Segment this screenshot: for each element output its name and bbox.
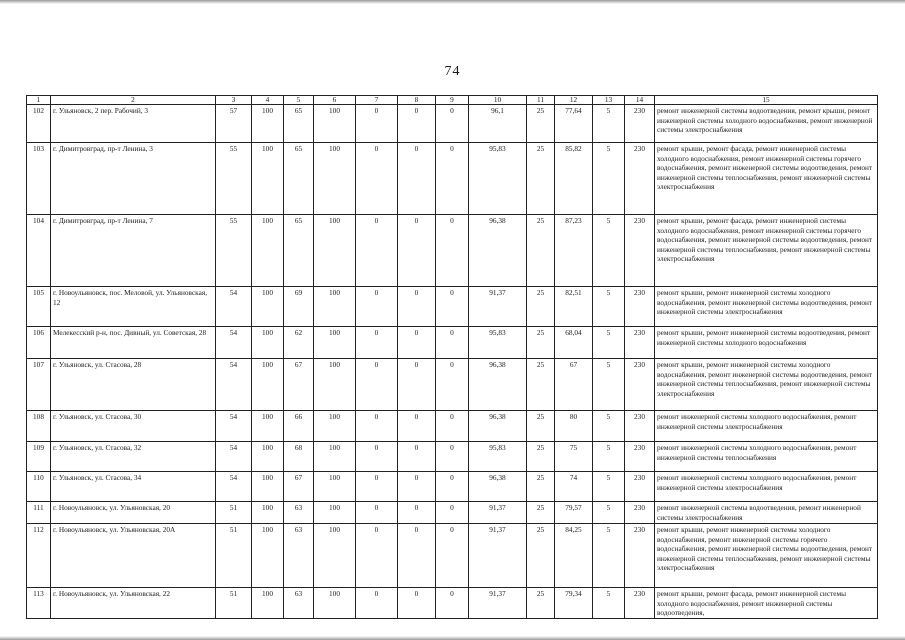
col-10: 96,1: [469, 105, 527, 143]
header-cell-15: 15: [655, 96, 878, 105]
col-8: 0: [398, 215, 436, 287]
col-5: 67: [284, 359, 314, 411]
col-13: 5: [593, 143, 625, 215]
header-cell-6: 6: [314, 96, 356, 105]
header-cell-9: 9: [436, 96, 469, 105]
col-6: 100: [314, 327, 356, 359]
header-cell-13: 13: [593, 96, 625, 105]
works-list: ремонт крыши, ремонт инженерной системы холодного водоснабжения, ремонт инженерной системы водоотведения, ремонт инженерной системы теплоснабжения, ремонт инженерной системы электроснабжения: [655, 359, 878, 411]
header-cell-10: 10: [469, 96, 527, 105]
col-7: 0: [356, 502, 398, 524]
table-row: [27, 143, 878, 215]
col-3: 55: [216, 143, 252, 215]
col-13: 5: [593, 287, 625, 327]
col-10: 96,38: [469, 359, 527, 411]
col-4: 100: [252, 215, 284, 287]
header-cell-7: 7: [356, 96, 398, 105]
header-cell-4: 4: [252, 96, 284, 105]
col-8: 0: [398, 588, 436, 619]
col-4: 100: [252, 442, 284, 472]
col-5: 68: [284, 442, 314, 472]
works-list: ремонт инженерной системы холодного водоснабжения, ремонт инженерной системы электроснабжения: [655, 472, 878, 502]
table-row: [27, 442, 878, 472]
col-4: 100: [252, 502, 284, 524]
table-row: [27, 327, 878, 359]
row-number: 106: [27, 327, 51, 359]
col-5: 65: [284, 143, 314, 215]
col-13: 5: [593, 411, 625, 442]
col-14: 230: [625, 105, 655, 143]
scan-edge-bottom: [0, 636, 905, 640]
row-number: 105: [27, 287, 51, 327]
col-10: 96,38: [469, 215, 527, 287]
col-12: 79,34: [555, 588, 593, 619]
col-12: 82,51: [555, 287, 593, 327]
row-number: 109: [27, 442, 51, 472]
scan-edge-top: [0, 0, 905, 4]
col-9: 0: [436, 502, 469, 524]
col-11: 25: [527, 143, 555, 215]
col-11: 25: [527, 327, 555, 359]
row-number: 107: [27, 359, 51, 411]
table-row: [27, 105, 878, 143]
col-6: 100: [314, 411, 356, 442]
col-3: 51: [216, 588, 252, 619]
col-5: 65: [284, 105, 314, 143]
col-4: 100: [252, 143, 284, 215]
col-10: 95,83: [469, 327, 527, 359]
col-7: 0: [356, 287, 398, 327]
col-6: 100: [314, 472, 356, 502]
works-list: ремонт крыши, ремонт инженерной системы водоотведения, ремонт инженерной системы холодного водоснабжения: [655, 327, 878, 359]
col-5: 63: [284, 588, 314, 619]
col-14: 230: [625, 143, 655, 215]
header-cell-1: 1: [27, 96, 51, 105]
col-6: 100: [314, 588, 356, 619]
address: г. Димитровград, пр-т Ленина, 7: [51, 215, 216, 287]
table-row: [27, 411, 878, 442]
col-4: 100: [252, 359, 284, 411]
col-14: 230: [625, 215, 655, 287]
col-8: 0: [398, 524, 436, 588]
col-7: 0: [356, 442, 398, 472]
col-12: 79,57: [555, 502, 593, 524]
col-9: 0: [436, 411, 469, 442]
col-13: 5: [593, 524, 625, 588]
col-11: 25: [527, 215, 555, 287]
works-list: ремонт инженерной системы водоотведения, ремонт крыши, ремонт инженерной системы холодного водоснабжения, ремонт инженерной системы электроснабжения: [655, 105, 878, 143]
col-5: 67: [284, 472, 314, 502]
col-7: 0: [356, 472, 398, 502]
address: г. Ульяновск, ул. Стасова, 28: [51, 359, 216, 411]
works-list: ремонт инженерной системы холодного водоснабжения, ремонт инженерной системы электроснабжения: [655, 411, 878, 442]
col-11: 25: [527, 287, 555, 327]
col-14: 230: [625, 359, 655, 411]
col-5: 63: [284, 502, 314, 524]
col-11: 25: [527, 359, 555, 411]
col-5: 66: [284, 411, 314, 442]
col-12: 68,04: [555, 327, 593, 359]
col-10: 95,83: [469, 143, 527, 215]
address: Мелекесский р-н, пос. Дивный, ул. Советская, 28: [51, 327, 216, 359]
works-list: ремонт инженерной системы холодного водоснабжения, ремонт инженерной системы теплоснабжения: [655, 442, 878, 472]
col-13: 5: [593, 442, 625, 472]
col-14: 230: [625, 502, 655, 524]
col-10: 91,37: [469, 502, 527, 524]
address: г. Ульяновск, ул. Стасова, 32: [51, 442, 216, 472]
col-7: 0: [356, 359, 398, 411]
col-3: 54: [216, 287, 252, 327]
col-7: 0: [356, 327, 398, 359]
works-list: ремонт крыши, ремонт фасада, ремонт инженерной системы холодного водоснабжения, ремонт инженерной системы горячего водоснабжения, ремонт инженерной системы водоотведения, ремонт инженерной системы теплоснабжения, ремонт инженерной системы электроснабжения: [655, 215, 878, 287]
col-14: 230: [625, 524, 655, 588]
col-6: 100: [314, 287, 356, 327]
table-row: [27, 287, 878, 327]
table-row: [27, 359, 878, 411]
col-4: 100: [252, 287, 284, 327]
col-14: 230: [625, 411, 655, 442]
col-4: 100: [252, 411, 284, 442]
col-8: 0: [398, 327, 436, 359]
data-table: [26, 95, 878, 619]
col-6: 100: [314, 143, 356, 215]
col-4: 100: [252, 524, 284, 588]
col-8: 0: [398, 502, 436, 524]
col-6: 100: [314, 215, 356, 287]
table-row: [27, 215, 878, 287]
row-number: 108: [27, 411, 51, 442]
col-11: 25: [527, 442, 555, 472]
row-number: 110: [27, 472, 51, 502]
col-13: 5: [593, 472, 625, 502]
col-11: 25: [527, 411, 555, 442]
row-number: 103: [27, 143, 51, 215]
col-14: 230: [625, 327, 655, 359]
address: г. Ульяновск, 2 пер. Рабочий, 3: [51, 105, 216, 143]
col-11: 25: [527, 524, 555, 588]
row-number: 111: [27, 502, 51, 524]
col-5: 63: [284, 524, 314, 588]
col-9: 0: [436, 215, 469, 287]
col-12: 67: [555, 359, 593, 411]
col-8: 0: [398, 411, 436, 442]
col-9: 0: [436, 472, 469, 502]
table-body: [27, 105, 878, 619]
col-12: 77,64: [555, 105, 593, 143]
col-3: 51: [216, 502, 252, 524]
col-9: 0: [436, 287, 469, 327]
col-10: 96,38: [469, 411, 527, 442]
header-cell-5: 5: [284, 96, 314, 105]
address: г. Новоульяновск, ул. Ульяновская, 20А: [51, 524, 216, 588]
col-7: 0: [356, 411, 398, 442]
col-7: 0: [356, 524, 398, 588]
col-8: 0: [398, 105, 436, 143]
col-6: 100: [314, 502, 356, 524]
row-number: 104: [27, 215, 51, 287]
col-10: 91,37: [469, 287, 527, 327]
address: г. Ульяновск, ул. Стасова, 34: [51, 472, 216, 502]
col-3: 54: [216, 411, 252, 442]
col-3: 54: [216, 327, 252, 359]
col-6: 100: [314, 442, 356, 472]
page-number: 74: [444, 64, 461, 79]
table-row: [27, 588, 878, 619]
col-13: 5: [593, 327, 625, 359]
col-6: 100: [314, 524, 356, 588]
col-4: 100: [252, 105, 284, 143]
col-10: 91,37: [469, 524, 527, 588]
col-7: 0: [356, 105, 398, 143]
col-5: 65: [284, 215, 314, 287]
col-11: 25: [527, 588, 555, 619]
col-6: 100: [314, 359, 356, 411]
col-3: 54: [216, 359, 252, 411]
col-8: 0: [398, 143, 436, 215]
col-11: 25: [527, 472, 555, 502]
col-7: 0: [356, 588, 398, 619]
col-9: 0: [436, 327, 469, 359]
col-13: 5: [593, 359, 625, 411]
col-12: 75: [555, 442, 593, 472]
col-8: 0: [398, 442, 436, 472]
row-number: 113: [27, 588, 51, 619]
col-14: 230: [625, 472, 655, 502]
col-10: 91,37: [469, 588, 527, 619]
col-14: 230: [625, 287, 655, 327]
works-list: ремонт крыши, ремонт фасада, ремонт инженерной системы холодного водоснабжения, ремонт инженерной системы водоотведения,: [655, 588, 878, 619]
col-8: 0: [398, 359, 436, 411]
col-7: 0: [356, 143, 398, 215]
col-7: 0: [356, 215, 398, 287]
col-9: 0: [436, 442, 469, 472]
col-4: 100: [252, 472, 284, 502]
col-12: 84,25: [555, 524, 593, 588]
address: г. Новоульяновск, ул. Ульяновская, 22: [51, 588, 216, 619]
works-list: ремонт крыши, ремонт инженерной системы холодного водоснабжения, ремонт инженерной системы водоотведения, ремонт инженерной системы электроснабжения: [655, 287, 878, 327]
header-row: [27, 96, 878, 105]
col-10: 96,38: [469, 472, 527, 502]
col-9: 0: [436, 143, 469, 215]
header-cell-12: 12: [555, 96, 593, 105]
col-3: 57: [216, 105, 252, 143]
col-4: 100: [252, 588, 284, 619]
col-9: 0: [436, 588, 469, 619]
col-9: 0: [436, 105, 469, 143]
col-3: 54: [216, 442, 252, 472]
col-13: 5: [593, 215, 625, 287]
col-5: 69: [284, 287, 314, 327]
col-11: 25: [527, 105, 555, 143]
table-row: [27, 524, 878, 588]
row-number: 112: [27, 524, 51, 588]
col-12: 74: [555, 472, 593, 502]
header-cell-14: 14: [625, 96, 655, 105]
col-12: 85,82: [555, 143, 593, 215]
col-12: 80: [555, 411, 593, 442]
col-9: 0: [436, 524, 469, 588]
col-10: 95,83: [469, 442, 527, 472]
col-13: 5: [593, 502, 625, 524]
header-cell-11: 11: [527, 96, 555, 105]
col-14: 230: [625, 442, 655, 472]
header-cell-8: 8: [398, 96, 436, 105]
works-list: ремонт крыши, ремонт инженерной системы холодного водоснабжения, ремонт инженерной системы горячего водоснабжения, ремонт инженерной системы водоотведения, ремонт инженерной системы теплоснабжения, ремонт инженерной системы электроснабжения: [655, 524, 878, 588]
table-row: [27, 472, 878, 502]
works-list: ремонт крыши, ремонт фасада, ремонт инженерной системы холодного водоснабжения, ремонт инженерной системы горячего водоснабжения, ремонт инженерной системы водоотведения, ремонт инженерной системы теплоснабжения, ремонт инженерной системы электроснабжения: [655, 143, 878, 215]
col-3: 51: [216, 524, 252, 588]
table-row: [27, 502, 878, 524]
col-6: 100: [314, 105, 356, 143]
col-4: 100: [252, 327, 284, 359]
col-14: 230: [625, 588, 655, 619]
address: г. Ульяновск, ул. Стасова, 30: [51, 411, 216, 442]
col-3: 55: [216, 215, 252, 287]
col-8: 0: [398, 287, 436, 327]
col-3: 54: [216, 472, 252, 502]
address: г. Новоульяновск, ул. Ульяновская, 20: [51, 502, 216, 524]
col-12: 87,23: [555, 215, 593, 287]
col-13: 5: [593, 588, 625, 619]
col-5: 62: [284, 327, 314, 359]
col-11: 25: [527, 502, 555, 524]
col-13: 5: [593, 105, 625, 143]
header-cell-2: 2: [51, 96, 216, 105]
address: г. Новоульяновск, пос. Меловой, ул. Ульяновская, 12: [51, 287, 216, 327]
address: г. Димитровград, пр-т Ленина, 3: [51, 143, 216, 215]
header-cell-3: 3: [216, 96, 252, 105]
col-8: 0: [398, 472, 436, 502]
col-9: 0: [436, 359, 469, 411]
works-list: ремонт инженерной системы водоотведения, ремонт инженерной системы электроснабжения: [655, 502, 878, 524]
row-number: 102: [27, 105, 51, 143]
